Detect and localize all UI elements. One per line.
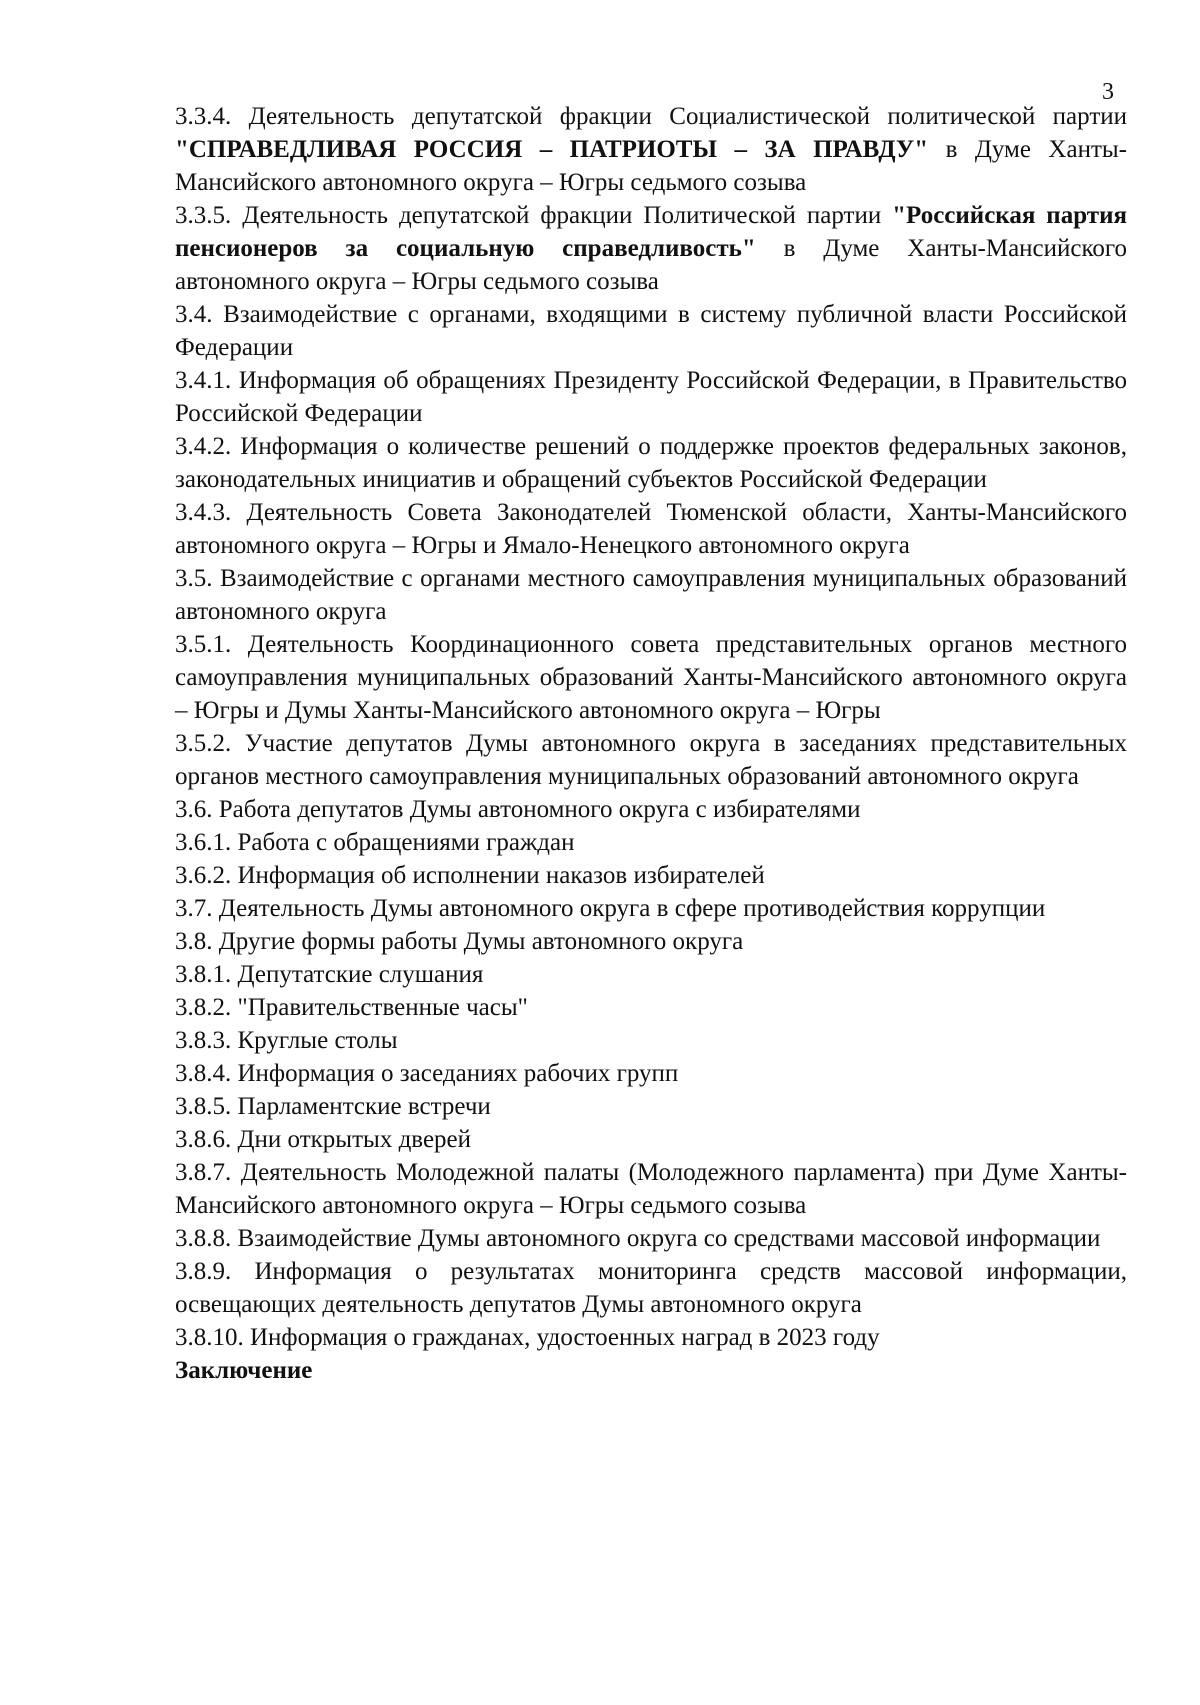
- toc-entry-3-8-1: 3.8.1. Депутатские слушания: [175, 961, 484, 988]
- toc-entry-3-8-6: 3.8.6. Дни открытых дверей: [175, 1126, 472, 1153]
- toc-entry-3-8: 3.8. Другие формы работы Думы автономного округа: [175, 928, 744, 955]
- toc-entry-3-5-1: 3.5.1. Деятельность Координационного совета представительных органов местного самоуправления муниципальных образований Ханты-Мансийского автономного округа – Югры и Думы Ханты-Мансийского автономного округа – Югры: [175, 631, 1127, 724]
- toc-entry-3-6-1: 3.6.1. Работа с обращениями граждан: [175, 829, 575, 856]
- toc-entry-3-8-5: 3.8.5. Парламентские встречи: [175, 1093, 491, 1120]
- toc-entry-3-4-1: 3.4.1. Информация об обращениях Президенту Российской Федерации, в Правительство Российской Федерации: [175, 367, 1127, 427]
- toc-entry-3-5: 3.5. Взаимодействие с органами местного самоуправления муниципальных образований автономного округа: [175, 565, 1127, 625]
- conclusion-heading: Заключение: [175, 1357, 313, 1384]
- toc-entry-3-8-3: 3.8.3. Круглые столы: [175, 1027, 398, 1054]
- toc-entry-3-3-4: 3.3.4. Деятельность депутатской фракции Социалистической политической партии "СПРАВЕДЛИВАЯ РОССИЯ – ПАТРИОТЫ – ЗА ПРАВДУ" в Думе Ханты-Мансийского автономного округа – Югры седьмого созыва: [175, 103, 1127, 196]
- toc-entry-3-4-2: 3.4.2. Информация о количестве решений о поддержке проектов федеральных законов, законодательных инициатив и обращений субъектов Российской Федерации: [175, 433, 1127, 493]
- toc-entry-3-6: 3.6. Работа депутатов Думы автономного округа с избирателями: [175, 796, 861, 823]
- toc-entry-3-8-10: 3.8.10. Информация о гражданах, удостоенных наград в 2023 году: [175, 1324, 880, 1351]
- toc-entry-3-5-2: 3.5.2. Участие депутатов Думы автономного округа в заседаниях представительных органов местного самоуправления муниципальных образований автономного округа: [175, 730, 1127, 790]
- toc-entry-3-8-8: 3.8.8. Взаимодействие Думы автономного округа со средствами массовой информации: [175, 1225, 1101, 1252]
- toc-entry-3-3-5: 3.3.5. Деятельность депутатской фракции Политической партии "Российская партия пенсионеров за социальную справедливость" в Думе Ханты-Мансийского автономного округа – Югры седьмого созыва: [175, 202, 1128, 295]
- toc-entry-3-6-2: 3.6.2. Информация об исполнении наказов избирателей: [175, 862, 765, 889]
- page-number: 3: [1102, 79, 1114, 105]
- table-of-contents: [175, 100, 1127, 1387]
- toc-entry-3-8-4: 3.8.4. Информация о заседаниях рабочих групп: [175, 1060, 679, 1087]
- toc-entry-3-4-3: 3.4.3. Деятельность Совета Законодателей Тюменской области, Ханты-Мансийского автономного округа – Югры и Ямало-Ненецкого автономного округа: [175, 499, 1127, 559]
- toc-entry-3-8-2: 3.8.2. "Правительственные часы": [175, 994, 528, 1021]
- toc-entry-3-8-7: 3.8.7. Деятельность Молодежной палаты (Молодежного парламента) при Думе Ханты-Мансийского автономного округа – Югры седьмого созыва: [175, 1159, 1127, 1219]
- toc-entry-3-7: 3.7. Деятельность Думы автономного округа в сфере противодействия коррупции: [175, 895, 1046, 922]
- toc-entry-3-8-9: 3.8.9. Информация о результатах мониторинга средств массовой информации, освещающих деятельность депутатов Думы автономного округа: [175, 1258, 1127, 1318]
- toc-entry-3-4: 3.4. Взаимодействие с органами, входящими в систему публичной власти Российской Федерации: [175, 301, 1127, 361]
